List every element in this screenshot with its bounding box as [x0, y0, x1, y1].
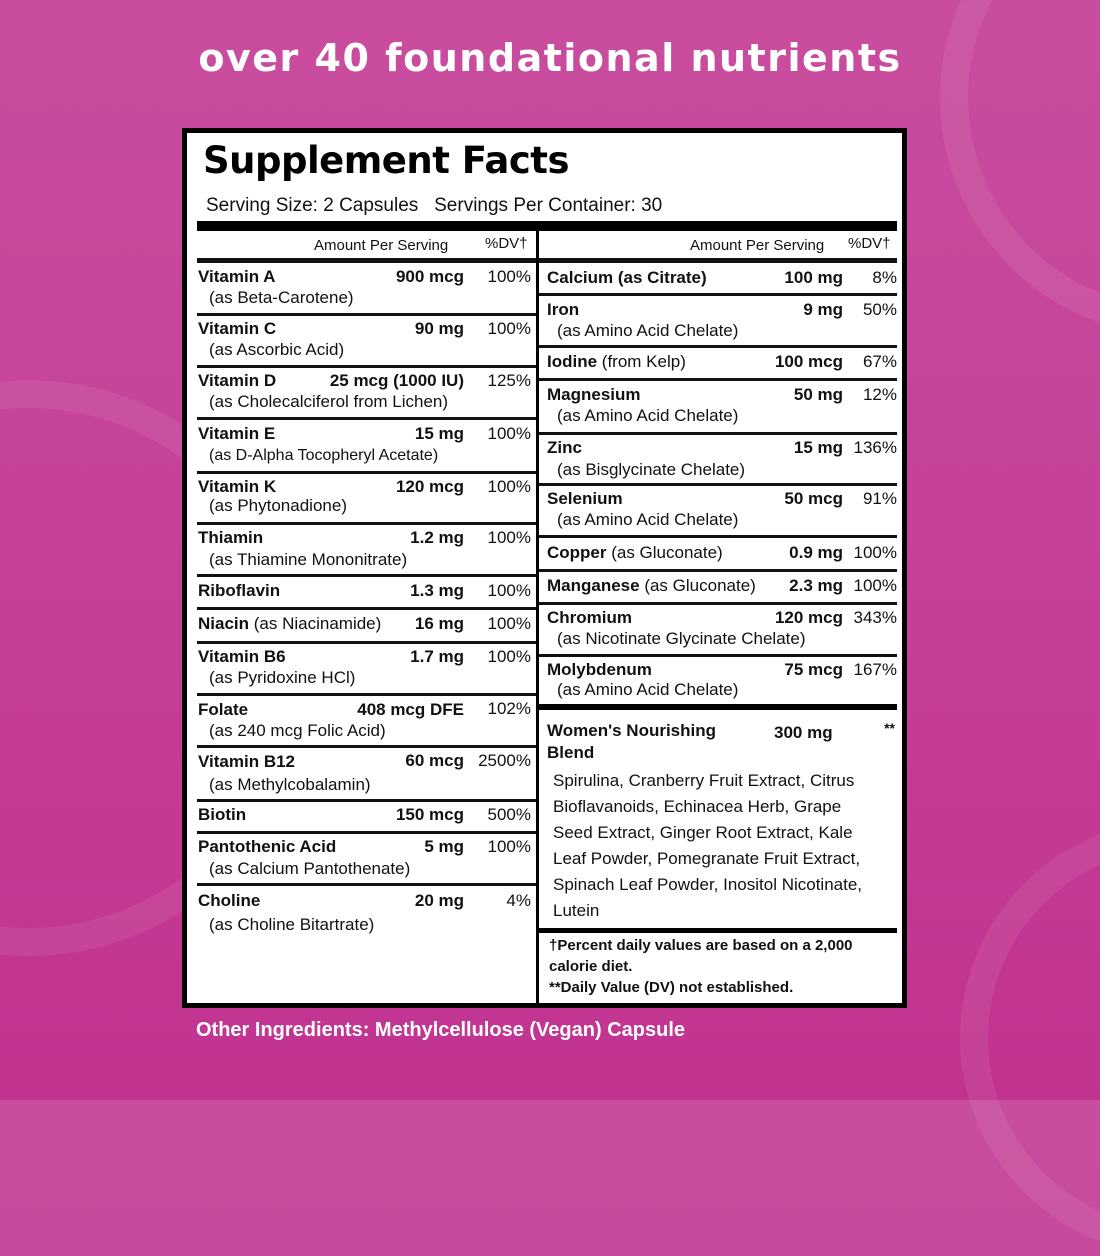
nutrient-row-iron	[539, 296, 897, 346]
nutrient-name: Zinc	[547, 438, 582, 457]
blend-ingredient-line: Spinach Leaf Powder, Inositol Nicotinate,	[553, 875, 863, 894]
nutrient-source: (as Bisglycinate Chelate)	[557, 460, 746, 479]
blend-ingredient-line: Leaf Powder, Pomegranate Fruit Extract,	[553, 849, 861, 868]
nutrient-name: Folate	[198, 700, 249, 719]
nutrient-name: Selenium	[547, 489, 623, 508]
nutrient-amount: 120 mcg	[774, 608, 843, 627]
nutrient-dv: 2500%	[478, 751, 531, 770]
nutrient-amount: 9 mg	[803, 300, 843, 319]
nutrient-dv: 91%	[862, 489, 897, 508]
nutrient-dv: 12%	[862, 385, 897, 404]
right-col-amount-header: Amount Per Serving	[690, 237, 825, 254]
proprietary-blend	[539, 710, 897, 928]
nutrient-row-chromium	[539, 605, 897, 655]
nutrient-dv: 125%	[487, 371, 531, 390]
supplement-facts-panel	[182, 128, 907, 1008]
nutrient-row-pantothenic-acid	[187, 834, 536, 884]
nutrient-dv: 100%	[487, 424, 531, 443]
serving-size-text: Serving Size: 2 Capsules	[206, 195, 419, 216]
nutrient-amount: 25 mcg (1000 IU)	[329, 371, 464, 390]
nutrient-source: (as Amino Acid Chelate)	[557, 406, 739, 425]
nutrient-row-manganese	[539, 572, 897, 602]
nutrient-amount: 50 mg	[793, 385, 843, 404]
nutrient-row-molybdenum	[539, 657, 897, 705]
nutrient-dv: 100%	[487, 267, 531, 286]
nutrient-dv: 500%	[487, 805, 531, 824]
nutrient-dv: 100%	[487, 319, 531, 338]
nutrient-dv: 136%	[853, 438, 897, 457]
blend-ingredient-line: Spirulina, Cranberry Fruit Extract, Citrus	[553, 771, 855, 790]
nutrient-name	[198, 614, 381, 634]
nutrient-amount: 20 mg	[414, 891, 464, 910]
nutrient-row-vitamin-a	[187, 263, 536, 313]
nutrient-amount: 15 mg	[414, 424, 464, 443]
serving-size	[206, 195, 662, 217]
nutrient-amount: 15 mg	[793, 438, 843, 457]
nutrient-amount: 150 mcg	[395, 805, 464, 824]
nutrient-row-vitamin-k	[187, 474, 536, 524]
nutrient-name: Pantothenic Acid	[198, 837, 337, 856]
nutrient-amount: 0.9 mg	[789, 543, 843, 562]
nutrient-amount: 2.3 mg	[789, 576, 843, 595]
nutrient-name: Choline	[198, 891, 261, 910]
nutrient-name-detail: (as Gluconate)	[606, 543, 723, 562]
nutrient-source: (as Beta-Carotene)	[209, 288, 354, 307]
nutrient-row-riboflavin	[187, 577, 536, 607]
nutrient-row-thiamin	[187, 525, 536, 575]
nutrient-name: Molybdenum	[547, 660, 652, 679]
nutrient-name: Vitamin B6	[198, 647, 286, 666]
nutrient-dv: 100%	[487, 528, 531, 547]
nutrient-name-detail: (as Gluconate)	[639, 576, 756, 595]
nutrient-source: (as 240 mcg Folic Acid)	[209, 721, 386, 740]
nutrient-source: (as Amino Acid Chelate)	[557, 680, 739, 699]
nutrient-name	[547, 268, 707, 288]
nutrient-amount: 5 mg	[424, 837, 464, 856]
blend-name-line1: Women's Nourishing	[547, 721, 717, 740]
blend-name-line2: Blend	[547, 743, 595, 762]
footnote-dv-not-established: **Daily Value (DV) not established.	[549, 979, 794, 996]
nutrient-name	[547, 543, 723, 563]
nutrient-row-magnesium	[539, 381, 897, 433]
nutrient-source: (as Ascorbic Acid)	[209, 340, 345, 359]
nutrient-source: (as Amino Acid Chelate)	[557, 321, 739, 340]
nutrient-amount: 90 mg	[414, 319, 464, 338]
nutrient-dv: 100%	[487, 614, 531, 633]
nutrient-amount: 1.2 mg	[410, 528, 464, 547]
nutrient-dv: 100%	[487, 581, 531, 600]
other-ingredients: Other Ingredients: Methylcellulose (Vegan) Capsule	[196, 1019, 685, 1041]
nutrient-amount: 50 mcg	[784, 489, 843, 508]
nutrient-row-biotin	[187, 802, 536, 832]
nutrient-amount: 75 mcg	[784, 660, 843, 679]
nutrient-source: (as Pyridoxine HCl)	[209, 668, 356, 687]
footnote-dv-basis-cont: calorie diet.	[549, 958, 633, 975]
nutrient-name-bold: Calcium	[547, 268, 614, 287]
nutrient-dv: 100%	[853, 576, 897, 595]
nutrient-source: (as Nicotinate Glycinate Chelate)	[557, 629, 806, 648]
nutrient-source: (as Thiamine Mononitrate)	[209, 550, 408, 569]
nutrient-source: (as Amino Acid Chelate)	[557, 510, 739, 529]
background-swirl	[960, 820, 1100, 1256]
nutrient-source: (as Choline Bitartrate)	[209, 915, 375, 934]
nutrient-name: Vitamin C	[198, 319, 277, 338]
nutrient-name: Vitamin E	[198, 424, 276, 443]
nutrient-amount: 1.7 mg	[410, 647, 464, 666]
nutrient-name	[547, 576, 756, 596]
blend-ingredient-line: Bioflavanoids, Echinacea Herb, Grape	[553, 797, 842, 816]
nutrient-name-bold: Niacin	[198, 614, 250, 633]
nutrient-row-vitamin-d	[187, 368, 536, 418]
nutrient-amount: 16 mg	[414, 614, 464, 633]
nutrient-row-niacin	[187, 610, 536, 642]
nutrient-row-folate	[187, 696, 536, 746]
blend-ingredient-line: Lutein	[553, 901, 600, 920]
nutrient-amount: 100 mg	[784, 268, 843, 287]
nutrient-source: (as Calcium Pantothenate)	[209, 859, 411, 878]
nutrient-source: (as Methylcobalamin)	[209, 775, 371, 794]
blend-ingredient-line: Seed Extract, Ginger Root Extract, Kale	[553, 823, 853, 842]
left-col-dv-header: %DV†	[485, 235, 528, 252]
nutrient-name	[547, 352, 686, 372]
nutrient-dv: 343%	[853, 608, 897, 627]
blend-dv: **	[884, 720, 895, 736]
nutrient-name: Vitamin D	[198, 371, 277, 390]
nutrient-dv: 100%	[487, 647, 531, 666]
nutrient-name: Vitamin K	[198, 477, 277, 496]
nutrient-name-bold: Copper	[547, 543, 607, 562]
nutrient-row-zinc	[539, 435, 897, 485]
nutrient-name-detail: (as Citrate)	[613, 268, 707, 287]
nutrient-name: Vitamin B12	[198, 752, 296, 771]
blend-ingredients	[553, 768, 862, 924]
footnotes	[549, 935, 853, 998]
nutrient-row-vitamin-b6	[187, 644, 536, 694]
nutrient-source: (as Cholecalciferol from Lichen)	[209, 392, 449, 411]
nutrient-dv: 67%	[862, 352, 897, 371]
nutrient-row-vitamin-e	[187, 420, 536, 472]
nutrient-dv: 4%	[506, 891, 531, 910]
nutrient-name: Magnesium	[547, 385, 641, 404]
nutrient-name: Biotin	[198, 805, 247, 824]
blend-amount: 300 mg	[774, 723, 833, 742]
nutrient-name: Thiamin	[198, 528, 264, 547]
nutrient-dv: 50%	[862, 300, 897, 319]
thick-divider	[197, 221, 897, 231]
nutrient-name-detail: (as Niacinamide)	[249, 614, 382, 633]
nutrient-amount: 100 mcg	[774, 352, 843, 371]
headline: over 40 foundational nutrients	[198, 36, 902, 80]
servings-per-container: Servings Per Container: 30	[434, 195, 663, 216]
nutrient-row-vitamin-c	[187, 316, 536, 366]
nutrient-name: Vitamin A	[198, 267, 276, 286]
nutrient-name-bold: Manganese	[547, 576, 640, 595]
nutrient-row-iodine	[539, 348, 897, 378]
nutrient-name: Chromium	[547, 608, 632, 627]
footnote-divider	[539, 928, 897, 933]
nutrient-name-detail: (from Kelp)	[597, 352, 686, 371]
nutrient-row-selenium	[539, 486, 897, 536]
nutrient-dv: 100%	[487, 477, 531, 496]
nutrient-row-vitamin-b12	[187, 748, 536, 800]
nutrient-row-choline	[187, 886, 536, 946]
nutrient-name: Riboflavin	[198, 581, 281, 600]
nutrient-name-bold: Iodine	[547, 352, 598, 371]
nutrient-dv: 102%	[487, 699, 531, 718]
nutrient-row-copper	[539, 538, 897, 569]
label-title: Supplement Facts	[203, 139, 570, 182]
nutrient-amount: 900 mcg	[395, 267, 464, 286]
nutrient-dv: 167%	[853, 660, 897, 679]
nutrient-dv: 8%	[872, 268, 897, 287]
nutrient-dv: 100%	[853, 543, 897, 562]
nutrient-dv: 100%	[487, 837, 531, 856]
nutrient-amount: 120 mcg	[395, 477, 464, 496]
nutrient-source: (as Phytonadione)	[209, 496, 347, 515]
left-col-amount-header: Amount Per Serving	[314, 237, 449, 254]
right-col-dv-header: %DV†	[848, 235, 891, 252]
nutrient-amount: 60 mcg	[405, 751, 464, 770]
footnote-dv-basis: †Percent daily values are based on a 2,000	[549, 937, 853, 954]
nutrient-row-calcium	[539, 263, 897, 293]
nutrient-amount: 408 mcg DFE	[357, 700, 464, 719]
nutrient-source: (as D-Alpha Tocopheryl Acetate)	[209, 447, 439, 464]
nutrient-name: Iron	[547, 300, 580, 319]
nutrient-amount: 1.3 mg	[410, 581, 464, 600]
